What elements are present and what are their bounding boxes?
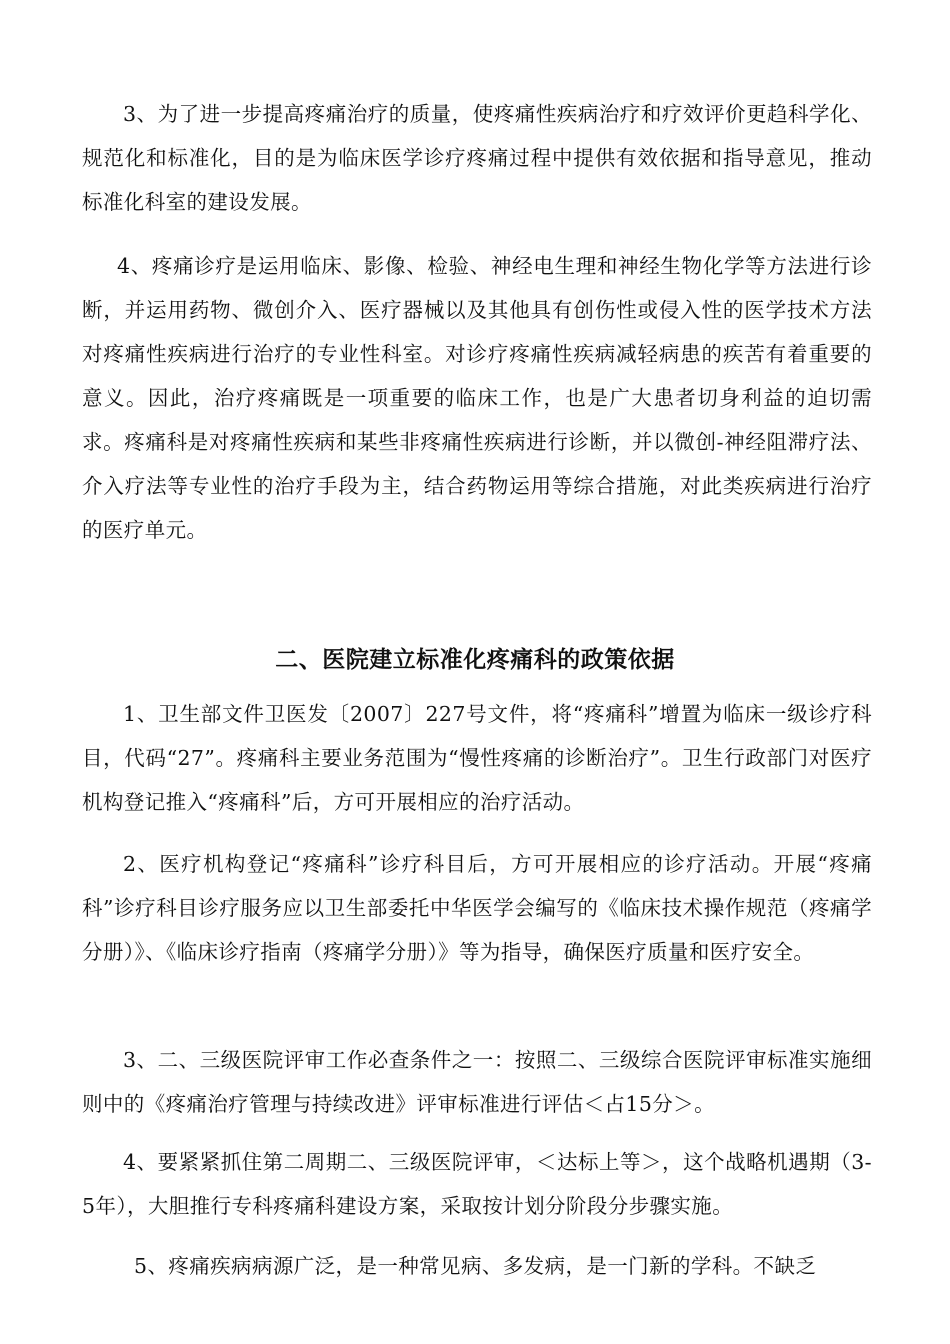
paragraph-policy-3: 3、二、三级医院评审工作必查条件之一：按照二、三级综合医院评审标准实施细则中的《疼痛治疗管理与持续改进》评审标准进行评估＜占15分＞。 — [82, 1048, 872, 1116]
paragraph-quality-improvement: 3、为了进一步提高疼痛治疗的质量，使疼痛性疾病治疗和疗效评价更趋科学化、规范化和标准化，目的是为临床医学诊疗疼痛过程中提供有效依据和指导意见，推动标准化科室的建设发展。 — [82, 102, 872, 214]
section-heading-policy-basis: 二、医院建立标准化疼痛科的政策依据 — [275, 646, 675, 673]
paragraph-pain-diagnosis: 4、疼痛诊疗是运用临床、影像、检验、神经电生理和神经生物化学等方法进行诊断，并运用药物、微创介入、医疗器械以及其他具有创伤性或侵入性的医学技术方法对疼痛性疾病进行治疗的专业性科室。对诊疗疼痛性疾病减轻病患的疾苦有着重要的意义。因此，治疗疼痛既是一项重要的临床工作，也是广大患者切身利益的迫切需求。疼痛科是对疼痛性疾病和某些非疼痛性疾病进行诊断，并以微创-神经阻滞疗法、介入疗法等专业性的治疗手段为主，结合药物运用等综合措施，对此类疾病进行治疗的医疗单元。 — [82, 254, 872, 542]
paragraph-policy-2: 2、医疗机构登记“疼痛科”诊疗科目后，方可开展相应的诊疗活动。开展“疼痛科”诊疗科目诊疗服务应以卫生部委托中华医学会编写的《临床技术操作规范（疼痛学分册）》、《临床诊疗指南（疼痛学分册）》等为指导，确保医疗质量和医疗安全。 — [82, 852, 872, 964]
paragraph-policy-4: 4、要紧紧抓住第二周期二、三级医院评审，＜达标上等＞，这个战略机遇期（3-5年），大胆推行专科疼痛科建设方案，采取按计划分阶段分步骤实施。 — [82, 1150, 872, 1218]
paragraph-policy-5: 5、疼痛疾病病源广泛，是一种常见病、多发病，是一门新的学科。不缺乏 — [134, 1254, 817, 1278]
paragraph-policy-1: 1、卫生部文件卫医发〔2007〕227号文件，将“疼痛科”增置为临床一级诊疗科目，代码“27”。疼痛科主要业务范围为“慢性疼痛的诊断治疗”。卫生行政部门对医疗机构登记推入“疼痛科”后，方可开展相应的治疗活动。 — [82, 702, 872, 814]
